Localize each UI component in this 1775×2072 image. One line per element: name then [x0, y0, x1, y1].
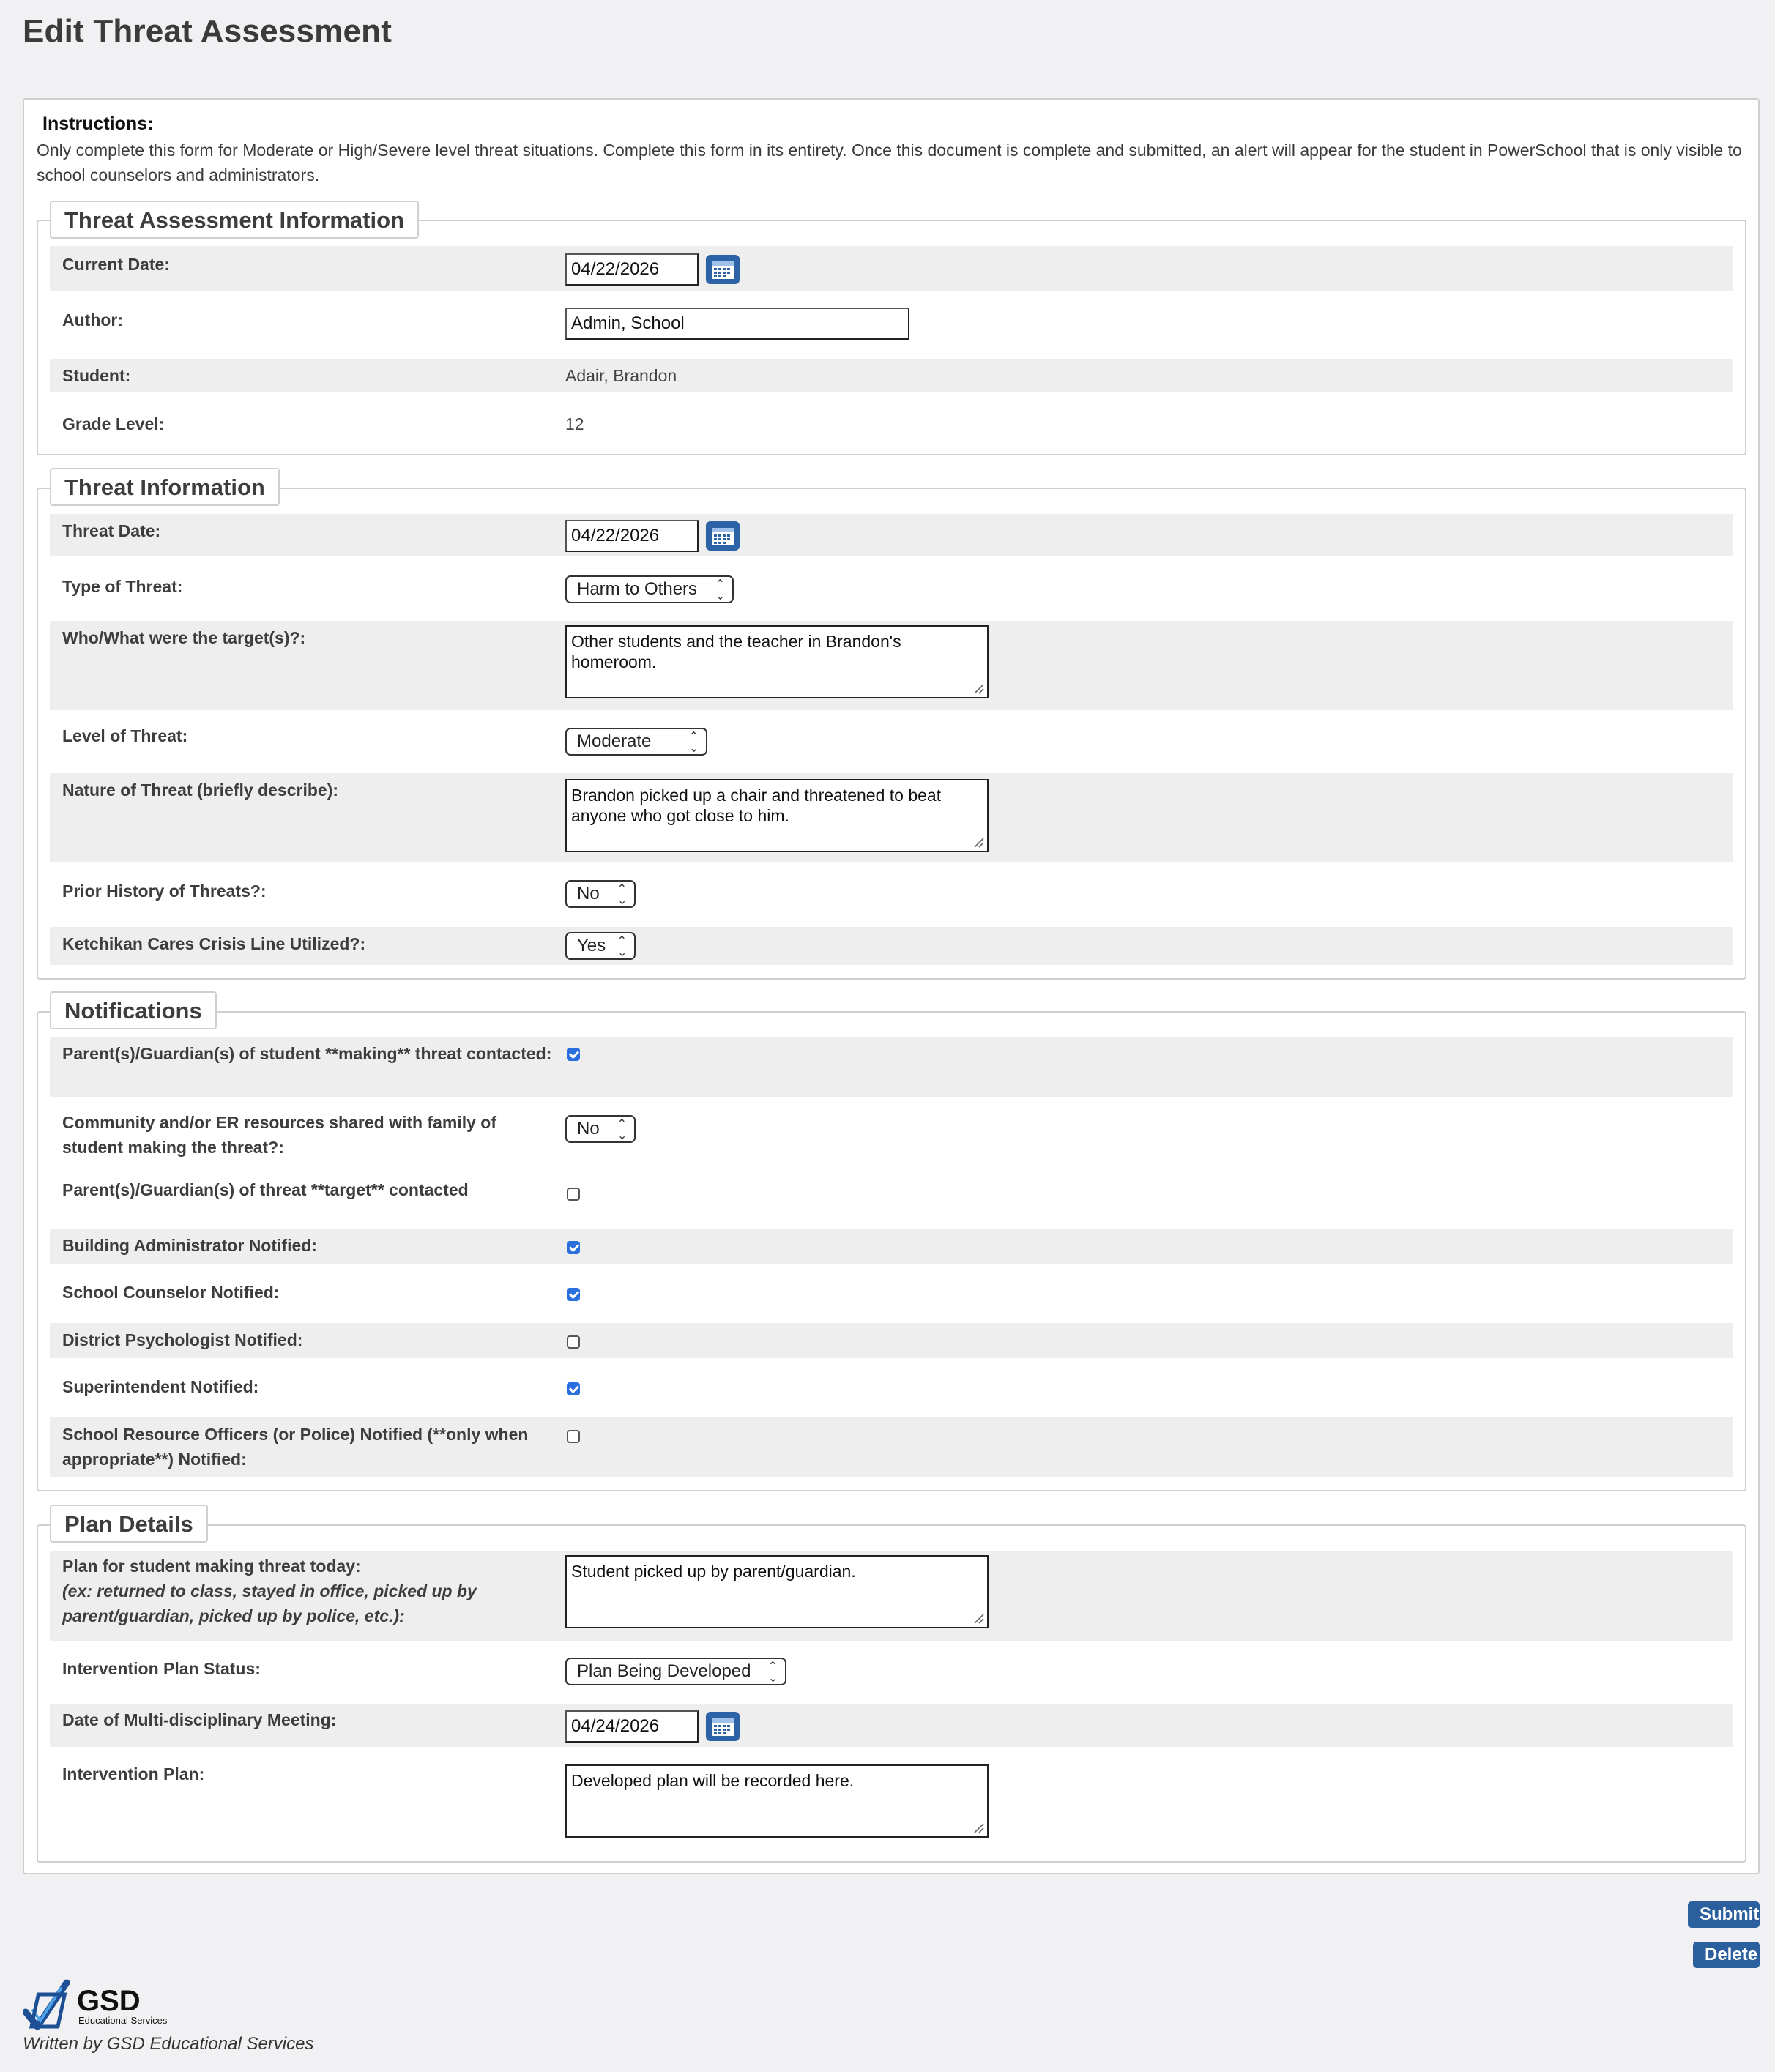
parent-target-checkbox[interactable]: [567, 1188, 580, 1201]
calendar-icon[interactable]: [706, 521, 740, 551]
row-parent-target-contacted: [50, 1173, 1733, 1214]
row-school-resource-officers: [50, 1417, 1733, 1477]
author-label: Author:: [62, 310, 124, 329]
submit-button[interactable]: Submit: [1688, 1901, 1760, 1928]
prior-history-label: Prior History of Threats?:: [62, 882, 267, 901]
grade-level-value: 12: [565, 414, 584, 433]
row-plan-today: [50, 1551, 1733, 1641]
row-superintendent: [50, 1370, 1733, 1405]
level-of-threat-label: Level of Threat:: [62, 726, 188, 745]
school-resource-officers-label: School Resource Officers (or Police) Notified (**only when appropriate**) Notified:: [62, 1425, 529, 1469]
delete-button[interactable]: Delete: [1693, 1942, 1760, 1968]
resize-grip-icon[interactable]: [972, 836, 984, 848]
footer-credit: Written by GSD Educational Services: [23, 2034, 314, 2054]
calendar-icon[interactable]: [706, 1712, 740, 1741]
superintendent-checkbox[interactable]: [567, 1382, 580, 1395]
author-input[interactable]: Admin, School: [565, 308, 909, 340]
building-admin-checkbox[interactable]: [567, 1241, 580, 1254]
select-arrows-icon: ⌃ ⌃: [715, 578, 725, 600]
student-label: Student:: [62, 366, 131, 385]
building-admin-label: Building Administrator Notified:: [62, 1236, 317, 1255]
row-type-of-threat: [50, 567, 1733, 612]
select-arrows-icon: ⌃ ⌃: [767, 1661, 778, 1682]
gsd-logo-icon: [23, 1978, 191, 2031]
row-nature-of-threat: [50, 773, 1733, 862]
row-intervention-status: [50, 1649, 1733, 1696]
prior-history-value: No: [577, 884, 600, 903]
community-resources-label: Community and/or ER resources shared with family of student making the threat?:: [62, 1113, 497, 1157]
type-of-threat-select[interactable]: [565, 575, 734, 603]
nature-of-threat-label: Nature of Threat (briefly describe):: [62, 780, 339, 800]
nature-of-threat-textarea[interactable]: [565, 779, 989, 852]
legend-notifications: Notifications: [50, 991, 217, 1029]
prior-history-select[interactable]: [565, 880, 636, 908]
student-value: Adair, Brandon: [565, 366, 677, 385]
current-date-input[interactable]: 04/22/2026: [565, 253, 699, 286]
row-student: [50, 359, 1733, 392]
intervention-plan-text: Developed plan will be recorded here.: [571, 1771, 855, 1790]
threat-date-input[interactable]: 04/22/2026: [565, 520, 699, 552]
intervention-plan-label: Intervention Plan:: [62, 1764, 205, 1784]
plan-today-label: [62, 1554, 546, 1628]
superintendent-label: Superintendent Notified:: [62, 1377, 259, 1396]
parent-making-label: Parent(s)/Guardian(s) of student **making** threat contacted:: [62, 1044, 552, 1063]
gsd-logo-text: GSD: [77, 1985, 141, 2017]
school-resource-officers-checkbox[interactable]: [567, 1430, 580, 1443]
row-school-counselor: [50, 1275, 1733, 1311]
parent-making-checkbox[interactable]: [567, 1048, 580, 1061]
plan-today-label-text: Plan for student making threat today:: [62, 1557, 361, 1576]
targets-textarea[interactable]: [565, 625, 989, 698]
plan-today-text: Student picked up by parent/guardian.: [571, 1562, 856, 1581]
row-building-admin: [50, 1229, 1733, 1264]
crisis-line-label: Ketchikan Cares Crisis Line Utilized?:: [62, 934, 366, 953]
select-arrows-icon: ⌃ ⌃: [617, 1118, 627, 1140]
plan-today-example: (ex: returned to class, stayed in office, picked up by parent/guardian, picked up by police, etc.):: [62, 1581, 477, 1625]
page-title: Edit Threat Assessment: [23, 13, 392, 49]
nature-of-threat-text: Brandon picked up a chair and threatened to beat anyone who got close to him.: [571, 786, 942, 825]
row-meeting-date: [50, 1704, 1733, 1747]
select-arrows-icon: ⌃ ⌃: [617, 883, 627, 905]
resize-grip-icon[interactable]: [972, 682, 984, 694]
gsd-logo: [23, 1978, 191, 2035]
row-current-date: [50, 246, 1733, 291]
row-community-resources: [50, 1104, 1733, 1166]
instructions-title: Instructions:: [42, 113, 154, 134]
resize-grip-icon[interactable]: [972, 1822, 984, 1833]
calendar-icon[interactable]: [706, 255, 740, 284]
type-of-threat-label: Type of Threat:: [62, 577, 183, 596]
row-threat-date: [50, 514, 1733, 556]
legend-plan-details: Plan Details: [50, 1505, 208, 1543]
community-resources-value: No: [577, 1119, 600, 1139]
school-counselor-label: School Counselor Notified:: [62, 1283, 280, 1302]
district-psychologist-checkbox[interactable]: [567, 1335, 580, 1349]
intervention-status-value: Plan Being Developed: [577, 1661, 751, 1681]
crisis-line-value: Yes: [577, 936, 606, 955]
intervention-status-select[interactable]: [565, 1658, 786, 1685]
row-parent-making-contacted: [50, 1037, 1733, 1097]
row-targets: [50, 621, 1733, 710]
threat-date-label: Threat Date:: [62, 521, 161, 540]
crisis-line-select[interactable]: [565, 932, 636, 960]
intervention-status-label: Intervention Plan Status:: [62, 1659, 261, 1678]
plan-today-textarea[interactable]: [565, 1555, 989, 1628]
district-psychologist-label: District Psychologist Notified:: [62, 1330, 303, 1349]
school-counselor-checkbox[interactable]: [567, 1288, 580, 1301]
legend-threat-info: Threat Information: [50, 468, 280, 506]
select-arrows-icon: ⌃ ⌃: [617, 935, 627, 957]
targets-label: Who/What were the target(s)?:: [62, 628, 306, 647]
parent-target-label: Parent(s)/Guardian(s) of threat **target** contacted: [62, 1180, 469, 1199]
meeting-date-label: Date of Multi-disciplinary Meeting:: [62, 1710, 337, 1729]
targets-text: Other students and the teacher in Brandon's homeroom.: [571, 632, 901, 671]
row-crisis-line: [50, 927, 1733, 965]
grade-level-label: Grade Level:: [62, 414, 165, 433]
legend-threat-assessment-info: Threat Assessment Information: [50, 201, 419, 239]
type-of-threat-value: Harm to Others: [577, 579, 698, 599]
row-author: [50, 300, 1733, 350]
row-grade-level: [50, 407, 1733, 441]
row-level-of-threat: [50, 718, 1733, 766]
row-prior-history: [50, 871, 1733, 918]
current-date-label: Current Date:: [62, 255, 170, 274]
select-arrows-icon: ⌃ ⌃: [688, 731, 699, 753]
resize-grip-icon[interactable]: [972, 1612, 984, 1624]
row-intervention-plan: [50, 1756, 1733, 1846]
level-of-threat-value: Moderate: [577, 731, 652, 751]
instructions-text: Only complete this form for Moderate or High/Severe level threat situations. Complete this form in its entirety. Once this document is complete and submitted, an alert will appear for the student in PowerSchool that is only visible to school counselors and administrators.: [37, 141, 1742, 185]
intervention-plan-textarea[interactable]: [565, 1764, 989, 1838]
community-resources-select[interactable]: [565, 1115, 636, 1143]
level-of-threat-select[interactable]: [565, 728, 707, 756]
row-district-psychologist: [50, 1323, 1733, 1358]
meeting-date-input[interactable]: 04/24/2026: [565, 1710, 699, 1743]
gsd-logo-subtitle: Educational Services: [78, 2015, 168, 2026]
